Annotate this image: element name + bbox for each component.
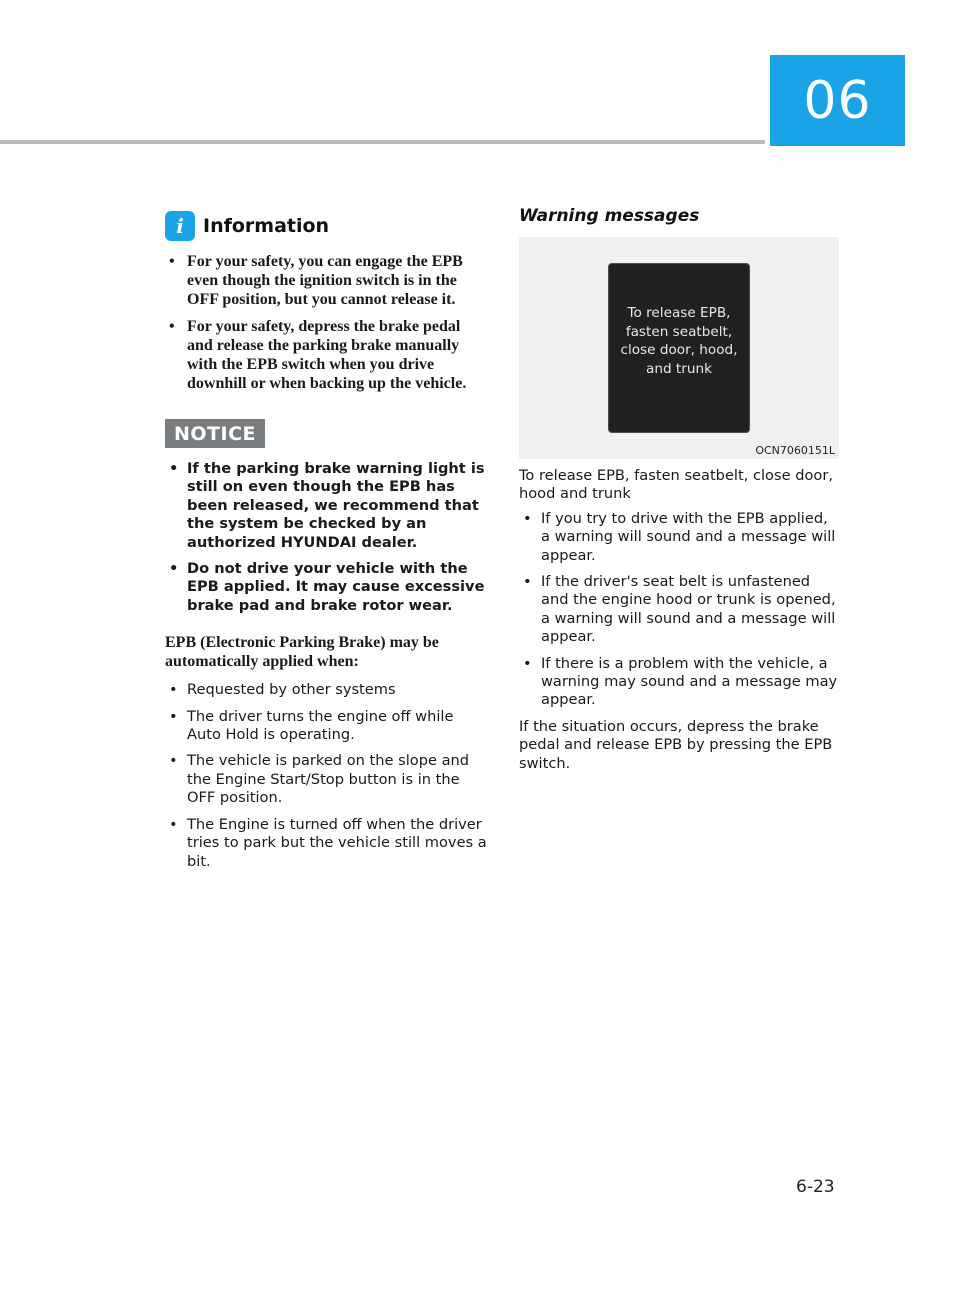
information-list	[165, 252, 490, 393]
display-line: and trunk	[646, 360, 712, 377]
warning-closing: If the situation occurs, depress the brake pedal and release EPB by pressing the EPB switch.	[519, 717, 833, 772]
figure-code: OCN7060151L	[755, 444, 835, 457]
notice-list	[165, 460, 490, 615]
notice-item: • Do not drive your vehicle with the EPB applied. It may cause excessive brake pad and brake rotor wear.	[165, 560, 490, 615]
warning-intro: To release EPB, fasten seatbelt, close door, hood and trunk	[519, 467, 833, 503]
warning-list	[519, 510, 839, 710]
notice-badge: NOTICE	[165, 419, 265, 448]
information-item: • For your safety, depress the brake pedal and release the parking brake manually with the EPB switch when you drive downhill or when backing up the vehicle.	[165, 317, 490, 393]
right-column	[519, 206, 839, 773]
warning-item: • If the driver's seat belt is unfastened and the engine hood or trunk is opened, a warning will sound and a message will appear.	[519, 573, 839, 647]
information-item: • For your safety, you can engage the EPB even though the ignition switch is in the OFF position, but you cannot release it.	[165, 252, 490, 309]
epb-auto-item: • The vehicle is parked on the slope and the Engine Start/Stop button is in the OFF position.	[165, 752, 490, 807]
epb-auto-heading: EPB (Electronic Parking Brake) may be automatically applied when:	[165, 634, 439, 671]
warning-item: • If you try to drive with the EPB applied, a warning will sound and a message will appear.	[519, 510, 839, 565]
information-header	[165, 206, 490, 246]
epb-auto-item: • Requested by other systems	[165, 681, 490, 699]
epb-auto-item: • The driver turns the engine off while Auto Hold is operating.	[165, 708, 490, 745]
notice-item: • If the parking brake warning light is still on even though the EPB has been released, we recommend that the system be checked by an authorized HYUNDAI dealer.	[165, 460, 490, 552]
header-rule	[0, 140, 765, 144]
warning-messages-heading: Warning messages	[519, 206, 700, 226]
display-line: To release EPB,	[627, 305, 731, 321]
information-title: Information	[203, 215, 330, 237]
display-line: fasten seatbelt,	[625, 323, 733, 340]
epb-auto-item: • The Engine is turned off when the driver tries to park but the vehicle still moves a bit.	[165, 816, 490, 871]
warning-item: • If there is a problem with the vehicle, a warning may sound and a message may appear.	[519, 655, 839, 710]
display-line: close door, hood,	[620, 342, 738, 358]
chapter-tab: 06	[770, 55, 905, 146]
page-number: 6-23	[796, 1177, 835, 1197]
left-column	[165, 206, 490, 879]
epb-auto-list	[165, 681, 490, 871]
warning-figure	[519, 237, 839, 459]
info-icon: i	[165, 211, 195, 241]
cluster-display	[608, 263, 750, 433]
